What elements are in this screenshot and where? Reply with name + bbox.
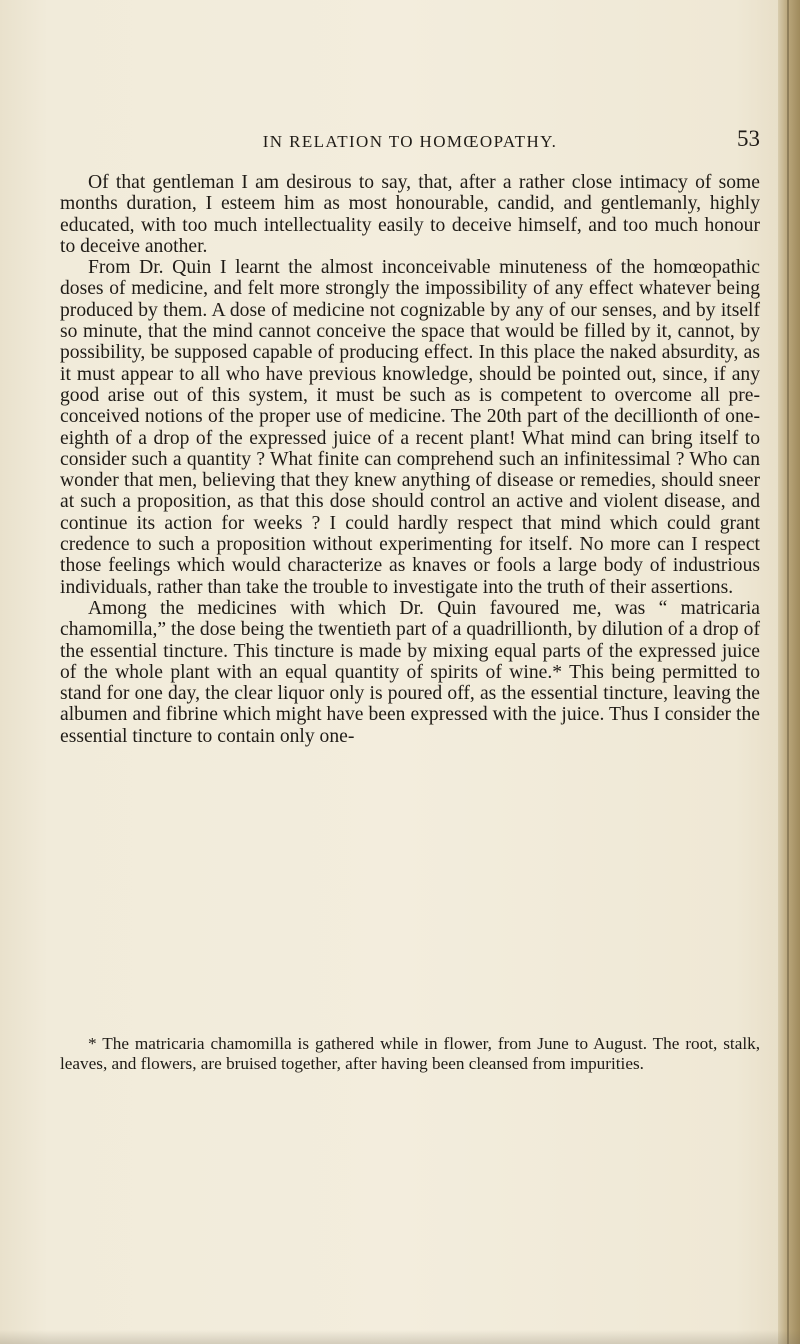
paragraph: From Dr. Quin I learnt the almost inconceivable minuteness of the homœopathic doses of medicine, and felt more strongly the impossibility of any effect whatever being produced by them. A dose of medicine not cognizable by any of our senses, and by itself so minute, that the mind cannot conceive the space that would be filled by it, cannot, by possibility, be supposed capable of producing effect. In this place the naked absurdity, as it must appear to all who have previous knowledge, should be pointed out, since, if any good arise out of this system, it must be such as is competent to overcome all pre-conceived notions of the proper use of medicine. The 20th part of the decillionth of one-eighth of a drop of the expressed juice of a recent plant! What mind can bring itself to consider such a quantity ? What finite can comprehend such an infinitessimal ? Who can wonder that men, believing that they knew anything of disease or remedies, should sneer at such a proposition, as that this dose should control an active and violent disease, and continue its action for weeks ? I could hardly respect that mind which could grant credence to such a proposition without experimenting for itself. No more can I respect those feelings which would characterize as knaves or fools a large body of industrious individuals, rather than take the trouble to investigate into the truth of their assertions. xyxy=(60,257,760,598)
page-edge xyxy=(778,0,800,1344)
page-number: 53 xyxy=(737,126,760,151)
paragraph: Of that gentleman I am desirous to say, that, after a rather close intimacy of some months duration, I esteem him as most honourable, candid, and gentlemanly, highly educated, with too much intellectuality easily to deceive himself, and too much honour to deceive another. xyxy=(60,172,760,257)
page-shadow xyxy=(0,1330,800,1344)
footnote-text: * The matricaria chamomilla is gathered while in flower, from June to August. The root, stalk, leaves, and flowers, are bruised together, after having been cleansed from impurities. xyxy=(60,1034,760,1073)
paragraph: Among the medicines with which Dr. Quin favoured me, was “ matricaria chamomilla,” the dose being the twentieth part of a quadrillionth, by dilution of a drop of the essential tincture. This tincture is made by mixing equal parts of the expressed juice of the whole plant with an equal quantity of spirits of wine.* This being permitted to stand for one day, the clear liquor only is poured off, as the essential tincture, leaving the albumen and fibrine which might have been expressed with the juice. Thus I consider the essential tincture to contain only one- xyxy=(60,597,760,747)
running-head: IN RELATION TO HOMŒOPATHY. xyxy=(262,132,558,151)
main-text xyxy=(60,172,760,747)
page-header xyxy=(60,126,760,160)
footnote xyxy=(60,1034,760,1074)
